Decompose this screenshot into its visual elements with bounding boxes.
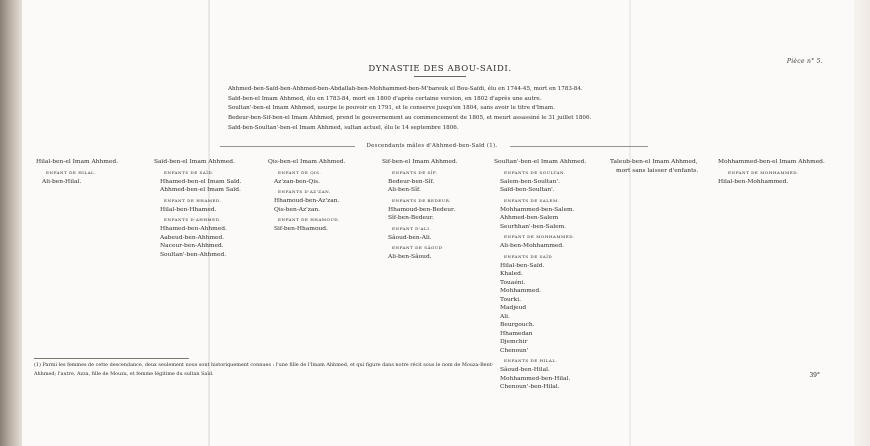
offspring-heading: ENFANT DE HHAMED.	[164, 197, 222, 203]
descendant-name: Hhamedan	[500, 330, 533, 337]
intro-block	[228, 85, 628, 134]
offspring-heading: ENFANTS DE SAÏD	[504, 253, 553, 259]
intro-line: Soultan'-ben-el Imam Ahhmed, usurpe le pouvoir en 1791, et le conserve jusqu'en 1804, sans avoir le titre d'Imam.	[228, 105, 555, 112]
descendant-name: Hhamoud-ben-Az'zan.	[274, 198, 340, 204]
intro-line: Ahhmed-ben-Saïd-ben-Ahhmed-ben-Abdallah-ben-Mohhammed-ben-M'bareuk el Bou-Saïdi, élu en 1744-45, mort en 1783-84.	[228, 86, 583, 92]
descendant-name: Ahhmed-ben-Salem	[500, 215, 559, 221]
descendant-name: Qis-ben-Az'zan.	[274, 206, 321, 213]
descendant-name: Hhamoud-ben-Bedeur.	[388, 206, 456, 213]
page-number: 39°	[809, 372, 820, 379]
offspring-heading: ENFANTS DE BEDEUR.	[392, 197, 452, 203]
descendant-name: Ali-ben-Sâoud.	[388, 254, 432, 260]
descendant-name: Ahhmed-ben-el Imam Saïd.	[160, 187, 241, 193]
offspring-heading: ENFANTS D'AZ'ZAN.	[278, 189, 331, 194]
descendant-name: Bedeur-ben-Sîf.	[388, 178, 435, 185]
descendant-name: Beurgouch.	[500, 322, 535, 328]
subtitle-rule-right	[510, 146, 648, 147]
descendant-name: Madjeud	[500, 305, 527, 311]
descendant-name: Khaled.	[500, 271, 523, 277]
genealogy-subtitle: Descendants mâles d'Ahhmed-ben-Saïd (1).	[366, 143, 498, 149]
offspring-heading: ENFANT D'ALI.	[392, 225, 432, 231]
descendant-name: Hhamed-ben-Ahhmed.	[160, 226, 227, 232]
descendant-name: Sâoud-ben-Hilal.	[500, 367, 550, 373]
descendant-name: Tourki.	[500, 296, 521, 303]
page-fold	[629, 0, 631, 446]
descendant-name: Naceur-ben-Ahhmed.	[160, 243, 224, 249]
genealogy-column	[154, 158, 242, 259]
plate-label: Pièce n° 5.	[786, 58, 823, 65]
offspring-heading: ENFANTS DE SÎF.	[392, 169, 438, 175]
offspring-heading: ENFANT DE QIS.	[278, 169, 322, 175]
lineage-head: Hilal-ben-el Imam Ahhmed.	[36, 159, 119, 165]
descendant-name: Djemchir	[500, 339, 528, 345]
genealogy-column	[382, 158, 458, 262]
intro-line: Saïd-ben-Soultan'-ben-el Imam Ahhmed, sultan actuel, élu le 14 septembre 1806.	[228, 124, 459, 131]
footnote-rule	[34, 358, 189, 359]
lineage-head: Sif-ben-el Imam Ahhmed.	[382, 159, 458, 165]
descendant-name: Touaéni.	[500, 279, 526, 286]
descendant-name: Sif-ben-Hhamoud.	[274, 226, 328, 232]
descendant-name: Salem-ben-Soultan'.	[500, 178, 560, 185]
subtitle-rule-left	[220, 146, 355, 147]
descendant-name: Az'zan-ben-Qis.	[274, 178, 321, 185]
offspring-heading: ENFANTS DE SAÏD.	[164, 169, 214, 175]
intro-line: Saïd-ben-el Imam Ahhmed, élu en 1783-84, mort en 1800 d'après certaine version, en 1802 d'après une autre.	[228, 95, 542, 102]
descendant-name: Sîf-ben-Bedeur.	[388, 215, 434, 221]
descendant-name: Sâoud-ben-Ali.	[388, 234, 432, 241]
descendant-name: Mohhammed-ben-Salem.	[500, 206, 575, 213]
descendant-name: mort sans laisser d'enfants.	[616, 167, 699, 174]
offspring-heading: ENFANTS DE SOULTAN.	[504, 169, 566, 175]
descendant-name: Hilal-ben-Hhamed.	[160, 206, 217, 213]
descendant-name: Ali.	[500, 313, 510, 320]
genealogy-column	[36, 158, 118, 186]
offspring-heading: ENFANT DE HHAMOUD.	[278, 217, 340, 222]
title-rule	[414, 76, 466, 77]
descendant-name: Saïd-ben-Soultan'.	[500, 187, 555, 193]
page-right-edge	[854, 0, 870, 446]
offspring-heading: ENFANTS DE HILAL.	[504, 358, 558, 363]
descendant-name: Chenoun'-ben-Hilal.	[500, 384, 560, 390]
descendant-name: Mohhammed-ben-Hilal.	[500, 375, 571, 382]
offspring-heading: ENFANT DE HILAL.	[46, 169, 97, 175]
lineage-head: Saïd-ben-el Imam Ahhmed.	[154, 159, 235, 165]
descendant-name: Chenoun'	[500, 347, 529, 354]
offspring-heading: ENFANTS DE SALEM.	[504, 197, 560, 203]
lineage-head: Soultan'-ben-el Imam Ahhmed.	[494, 159, 587, 165]
descendant-name: Hhamed-ben-el Imam Saïd.	[160, 178, 242, 185]
descendant-name: Mohhammed.	[500, 288, 541, 294]
offspring-heading: ENFANT DE MOHHAMMED.	[728, 169, 799, 175]
descendant-name: Hilal-ben-Mohhammed.	[718, 178, 789, 185]
genealogy-column	[610, 158, 698, 175]
descendant-name: Seurhhan'-ben-Salem.	[500, 223, 567, 230]
descendant-name: Ali-ben-Mohhammed.	[500, 243, 565, 249]
page-left-edge	[0, 0, 22, 446]
offspring-heading: ENFANT DE MOHHAMMED.	[504, 234, 575, 239]
descendant-name: Soultan'-ben-Ahhmed.	[160, 251, 227, 258]
genealogy-column	[718, 158, 825, 186]
descendant-name: Hilal-ben-Saïd.	[500, 262, 545, 269]
lineage-head: Mohhammed-ben-el Imam Ahhmed.	[718, 159, 825, 165]
lineage-head: Qis-ben-el Imam Ahhmed.	[268, 159, 346, 165]
document-title: DYNASTIE DES ABOU-SAIDI.	[368, 64, 512, 74]
offspring-heading: ENFANT DE SÂOUD	[392, 245, 443, 250]
descendant-name: Aabeud-ben-Ahhmed.	[160, 234, 225, 241]
lineage-head: Taleub-ben-el Imam Ahhmed,	[610, 159, 698, 165]
footnote: (1) Parmi les femmes de cette descendance, deux seulement nous sont historiquement connues : l'une fille de l'Imam Ahhmed, et qui figure dans notre récit sous le nom de Mouza-Bent-Ahhmed; l'autre, Azza, fille de Mouza, et femme légitime du sultan Saïd.	[34, 362, 494, 377]
genealogy-column	[494, 158, 586, 392]
descendant-name: Ali-ben-Sîf.	[388, 187, 421, 193]
offspring-heading: ENFANTS D'AHHMED.	[164, 217, 222, 222]
genealogy-column	[268, 158, 345, 234]
intro-line: Bedeur-ben-Sif-ben-el Imam Ahhmed, prend le gouvernement au commencement de 1805, et meurt assassiné le 31 juillet 1806.	[228, 115, 592, 122]
descendant-name: Ali-ben-Hilal.	[42, 178, 82, 185]
